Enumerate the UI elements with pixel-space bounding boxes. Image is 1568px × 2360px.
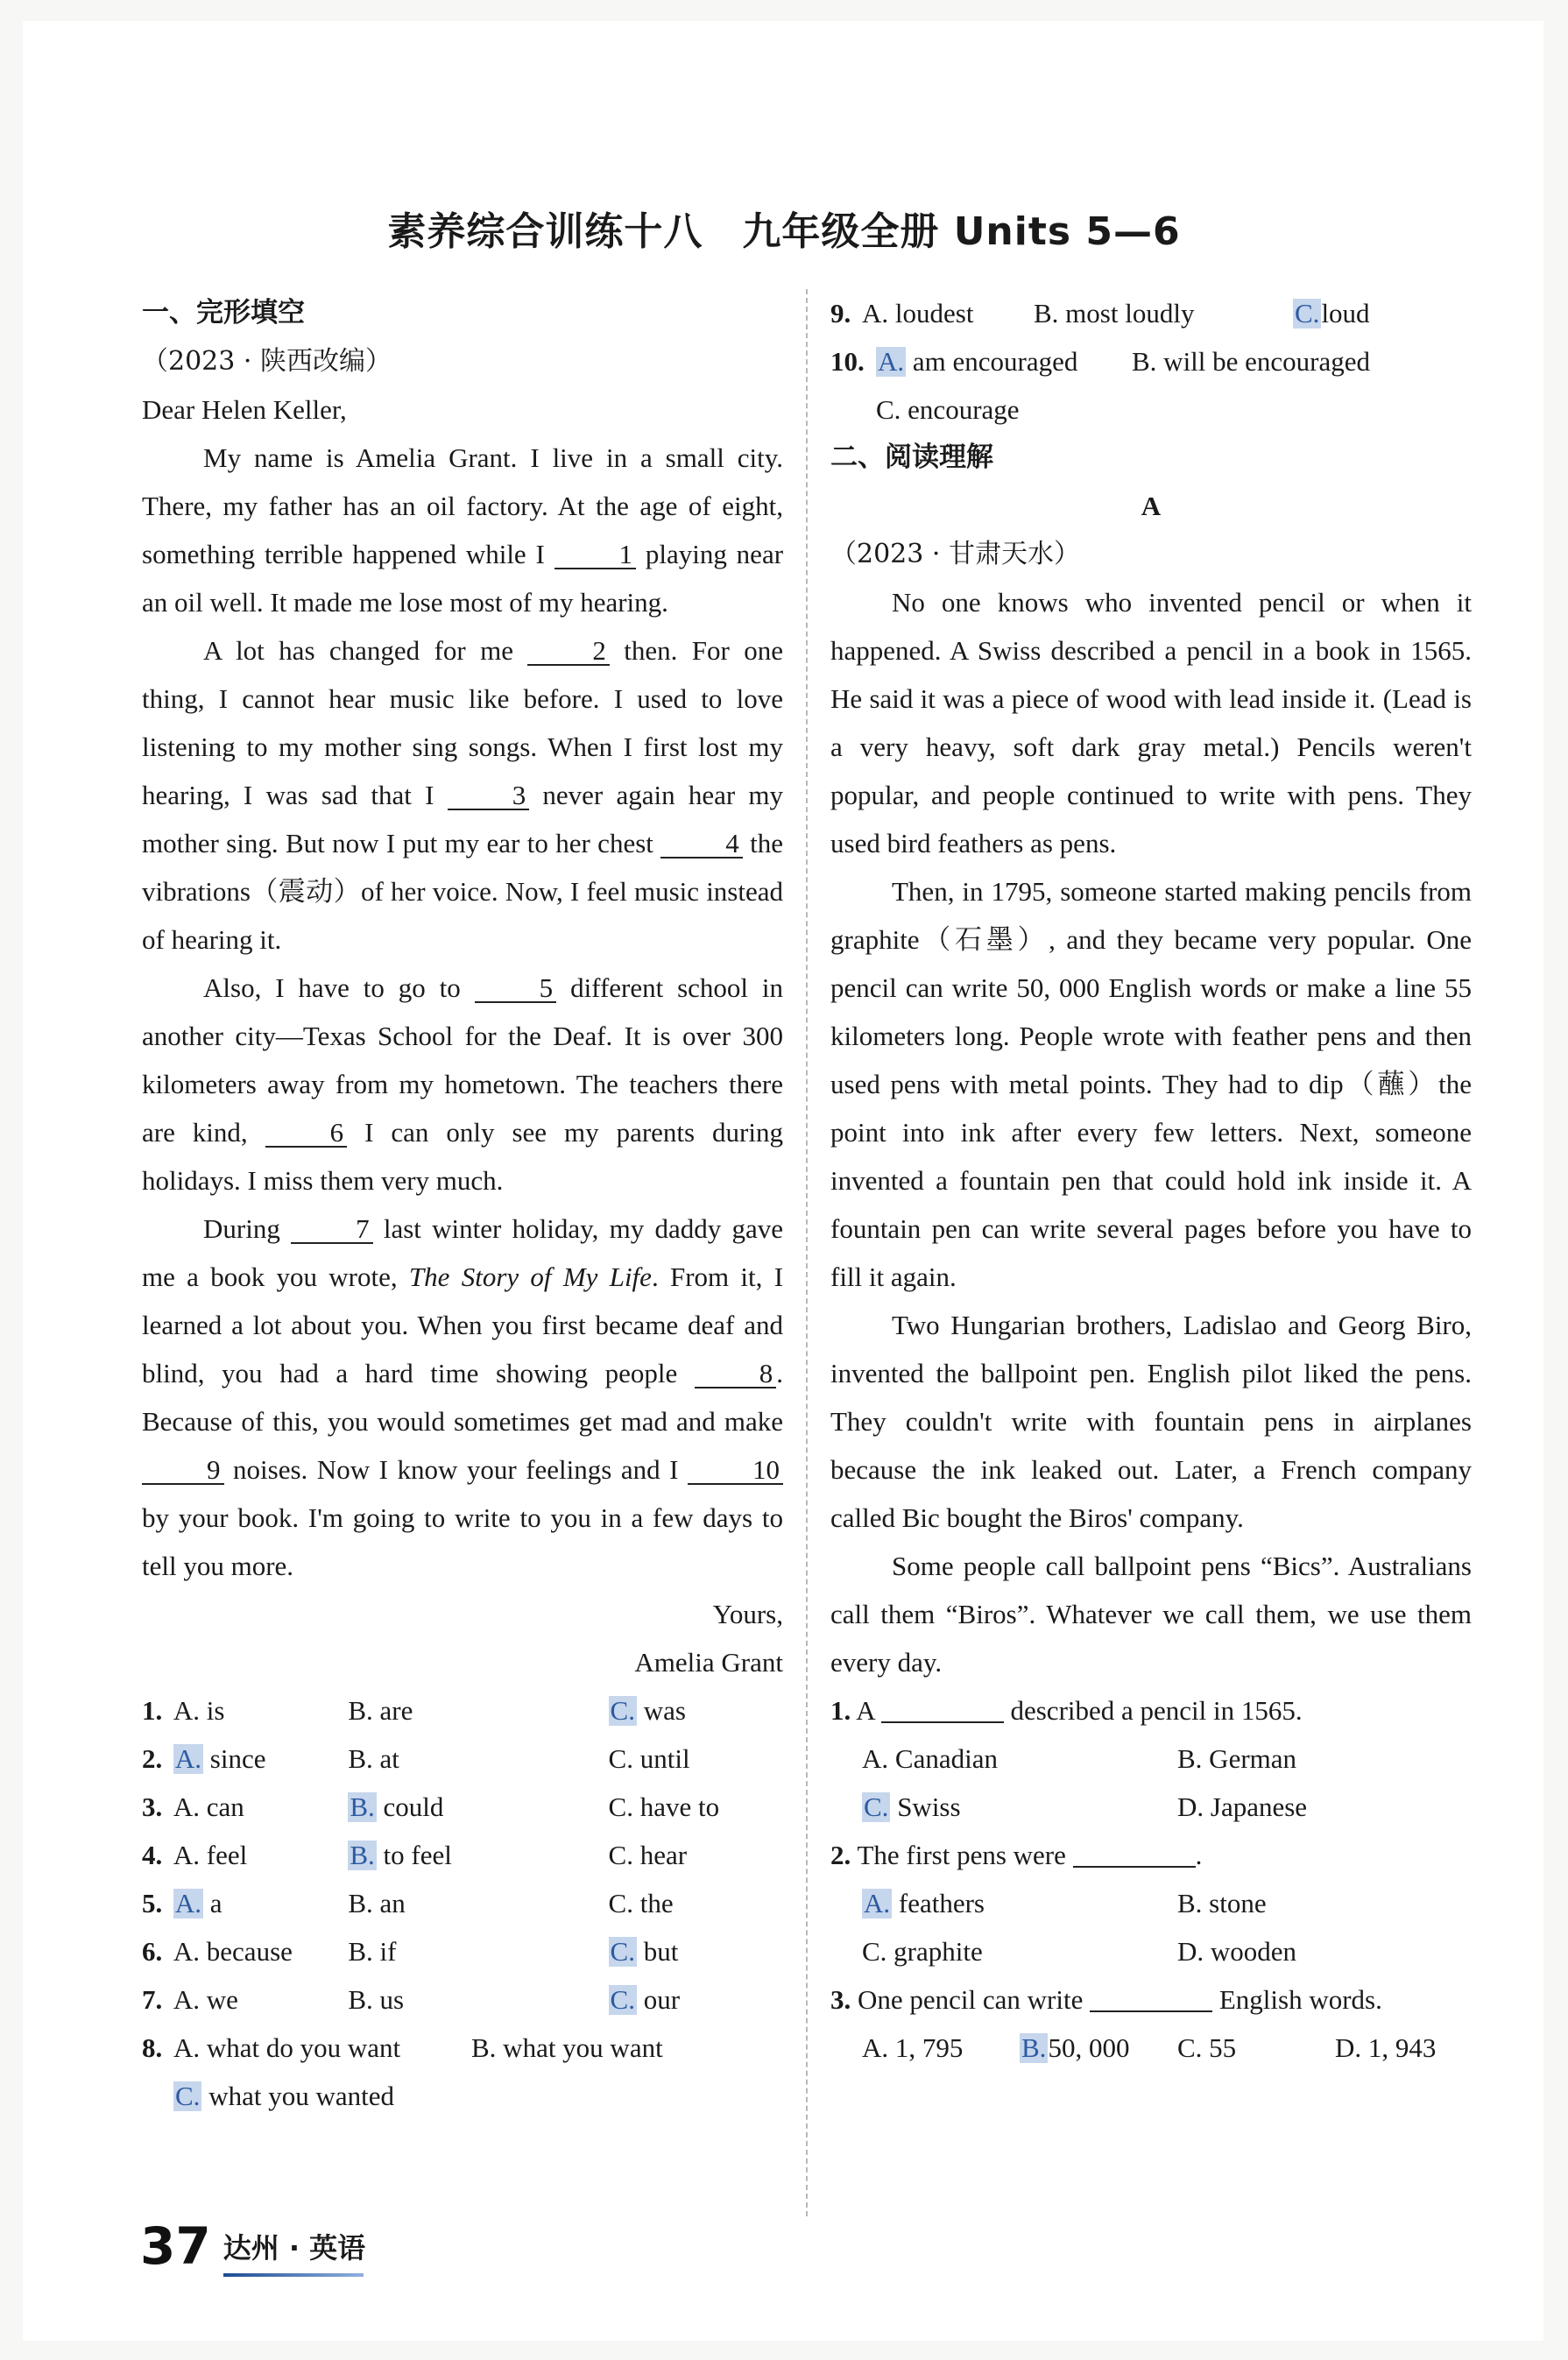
option-row-3: 3. A. can B. could C. have to [142, 1783, 783, 1831]
page-number: 37 [140, 2216, 211, 2276]
q1-option-a[interactable]: A. Canadian [862, 1743, 998, 1774]
footer-label: 达州 · 英语 [223, 2226, 365, 2272]
reading-paragraph-1: No one knows who invented pencil or when it happened. A Swiss described a pencil in a book in 1565. He said it was a piece of wood with lead inside it. (Lead is a very heavy, soft dark gray metal.) Pencils weren't popular, and people continued to write with pens. They used bird feathers as pens. [830, 587, 1472, 859]
answer-mark: B. [350, 1840, 375, 1870]
cloze-options [142, 1686, 783, 2120]
answer-mark: C. [864, 1791, 889, 1822]
option-4b[interactable]: B. to feel [350, 1840, 452, 1870]
answer-mark: C. [610, 1936, 635, 1967]
option-7a[interactable]: A. we [173, 1984, 238, 2015]
page-title: 素养综合训练十八 九年级全册 Units 5—6 [387, 209, 1181, 254]
blank-2[interactable]: 2 [527, 638, 610, 666]
option-7b[interactable]: B. us [348, 1984, 405, 2015]
option-row-10: 10. A. am encouraged B. will be encouraged [830, 337, 1472, 385]
option-row-6: 6. A. because B. if C. but [142, 1927, 783, 1975]
option-10c[interactable]: C. encourage [876, 394, 1020, 425]
q2-option-b[interactable]: B. stone [1177, 1888, 1267, 1918]
cloze-paragraph-3: Also, I have to go to 5 different school in another city—Texas School for the Deaf. It is over 300 kilometers away from my hometown. The teachers there are kind, 6 I can only see my parents during holidays. I miss them very much. [142, 972, 784, 1196]
option-3a[interactable]: A. can [173, 1791, 244, 1822]
answer-mark: A. [174, 1888, 202, 1918]
option-9a[interactable]: A. loudest [862, 298, 974, 329]
blank-4[interactable]: 4 [660, 830, 743, 859]
reading-section-label: A [1141, 491, 1162, 521]
right-column [830, 289, 1472, 2072]
answer-mark: B. [350, 1791, 375, 1822]
option-3b[interactable]: B. could [350, 1791, 444, 1822]
column-divider [806, 289, 808, 2216]
option-5b[interactable]: B. an [348, 1888, 406, 1918]
reading-paragraph-3: Two Hungarian brothers, Ladislao and Georg Biro, invented the ballpoint pen. English pilot liked the pens. They couldn't write with fountain pens in airplanes because the ink leaked out. Later, a French company called Bic bought the Biros' company. [830, 1310, 1472, 1533]
option-row-5: 5. A. a B. an C. the [142, 1879, 783, 1927]
option-row-9: 9. A. loudest B. most loudly C.loud [830, 289, 1472, 337]
left-column [142, 289, 783, 2120]
option-6b[interactable]: B. if [348, 1936, 397, 1967]
reading-paragraph-4: Some people call ballpoint pens “Bics”. Australians call them “Biros”. Whatever we call them, we use them every day. [830, 1551, 1472, 1678]
option-4a[interactable]: A. feel [173, 1840, 248, 1870]
option-row-8: 8. A. what do you want B. what you want [142, 2024, 783, 2072]
option-1b[interactable]: B. are [348, 1695, 413, 1726]
blank-10[interactable]: 10 [688, 1457, 783, 1485]
reading-question-3: 3. One pencil can write English words. [830, 1984, 1382, 2015]
q1-options-row-1 [830, 1735, 1472, 1783]
option-9c[interactable]: C.loud [1295, 298, 1370, 329]
blank-1[interactable]: 1 [554, 541, 637, 569]
answer-mark: C. [1295, 298, 1320, 329]
option-6a[interactable]: A. because [173, 1936, 293, 1967]
reading-paragraph-2: Then, in 1795, someone started making pencils from graphite（石墨）, and they became very popular. One pencil can write 50, 000 English words or make a line 55 kilometers long. People wrote with feather pens and then used pens with metal points. They had to dip（蘸）the point into ink after every few letters. Next, someone invented a fountain pen that could hold ink inside it. A fountain pen can write several pages before you have to fill it again. [830, 876, 1472, 1292]
option-row-1: 1. A. is B. are C. was [142, 1686, 783, 1735]
cloze-paragraph-1: My name is Amelia Grant. I live in a small city. There, my father has an oil factory. At the age of eight, something terrible happened while I 1 playing near an oil well. It made me lose most of my hearing. [142, 442, 784, 618]
q1-option-c[interactable]: C. Swiss [864, 1791, 961, 1822]
answer-blank[interactable] [1073, 1843, 1196, 1868]
q2-options-row-1 [830, 1879, 1472, 1927]
q2-option-c[interactable]: C. graphite [862, 1936, 983, 1967]
answer-blank[interactable] [881, 1699, 1004, 1723]
option-row-4: 4. A. feel B. to feel C. hear [142, 1831, 783, 1879]
answer-blank[interactable] [1090, 1988, 1212, 2012]
option-2a[interactable]: A. since [174, 1743, 266, 1774]
option-6c[interactable]: C. but [610, 1936, 679, 1967]
blank-6[interactable]: 6 [265, 1120, 348, 1148]
option-10a[interactable]: A. am encouraged [878, 346, 1078, 377]
q2-option-d[interactable]: D. wooden [1177, 1936, 1297, 1967]
answer-mark: A. [864, 1888, 891, 1918]
cloze-paragraph-2: A lot has changed for me 2 then. For one thing, I cannot hear music like before. I used to love listening to my mother sing songs. When I first lost my hearing, I was sad that I 3 never again hear my mother sing. But now I put my ear to her chest 4 the vibrations（震动）of her voice. Now, I feel music instead of hearing it. [142, 635, 784, 955]
book-title: The Story of My Life [408, 1261, 652, 1292]
option-row-7: 7. A. we B. us C. our [142, 1975, 783, 2024]
option-8c[interactable]: C. what you wanted [175, 2081, 394, 2111]
reading-question-2: 2. The first pens were . [830, 1840, 1203, 1870]
q3-option-a[interactable]: A. 1, 795 [862, 2032, 964, 2063]
q1-option-d[interactable]: D. Japanese [1177, 1791, 1308, 1822]
cloze-source: （2023 · 陕西改编） [142, 346, 392, 377]
option-3c[interactable]: C. have to [608, 1791, 720, 1822]
reading-source: （2023 · 甘肃天水） [830, 539, 1080, 569]
option-10b[interactable]: B. will be encouraged [1132, 346, 1371, 377]
option-8a[interactable]: A. what do you want [173, 2032, 401, 2063]
answer-mark: C. [610, 1984, 635, 2015]
letter-signature: Amelia Grant [634, 1647, 783, 1678]
option-5a[interactable]: A. a [174, 1888, 222, 1918]
cloze-paragraph-4: During 7 last winter holiday, my daddy gave me a book you wrote, The Story of My Life. From it, I learned a lot about you. When you first became deaf and blind, you had a hard time showing people 8 . Because of this, you would sometimes get mad and make 9 noises. Now I know your feelings and I 10 by your book. I'm going to write to you in a few days to tell you more. [142, 1213, 784, 1581]
answer-mark: A. [174, 1743, 202, 1774]
q1-options-row-2 [830, 1783, 1472, 1831]
blank-7[interactable]: 7 [291, 1216, 373, 1244]
q2-options-row-2 [830, 1927, 1472, 1975]
answer-mark: C. [610, 1695, 635, 1726]
letter-greeting: Dear Helen Keller, [142, 394, 347, 425]
q2-option-a[interactable]: A. feathers [864, 1888, 985, 1918]
blank-8[interactable]: 8 [695, 1360, 777, 1388]
q1-option-b[interactable]: B. German [1177, 1743, 1297, 1774]
q3-option-b[interactable]: B.50, 000 [1021, 2032, 1130, 2063]
option-5c[interactable]: C. the [608, 1888, 674, 1918]
blank-5[interactable]: 5 [475, 975, 557, 1003]
reading-question-1: 1. A described a pencil in 1565. [830, 1695, 1303, 1726]
answer-mark: A. [878, 346, 905, 377]
q3-options-row [830, 2024, 1472, 2072]
page-footer [140, 2216, 366, 2276]
option-4c[interactable]: C. hear [608, 1840, 688, 1870]
reading-heading: 二、阅读理解 [830, 442, 993, 473]
answer-mark: B. [1021, 2032, 1047, 2063]
q3-option-c[interactable]: C. 55 [1177, 2032, 1237, 2063]
option-1c[interactable]: C. was [610, 1695, 686, 1726]
cloze-heading: 一、完形填空 [142, 297, 305, 329]
q3-option-d[interactable]: D. 1, 943 [1335, 2032, 1437, 2063]
option-8b[interactable]: B. what you want [471, 2032, 663, 2063]
blank-9[interactable]: 9 [142, 1457, 224, 1485]
letter-closing: Yours, [712, 1599, 783, 1629]
option-1a[interactable]: A. is [173, 1695, 225, 1726]
option-7c[interactable]: C. our [610, 1984, 681, 2015]
option-9b[interactable]: B. most loudly [1034, 298, 1195, 329]
option-2c[interactable]: C. until [608, 1743, 690, 1774]
blank-3[interactable]: 3 [448, 782, 530, 810]
option-2b[interactable]: B. at [348, 1743, 399, 1774]
answer-mark: C. [175, 2081, 201, 2111]
option-row-2: 2. A. since B. at C. until [142, 1735, 783, 1783]
